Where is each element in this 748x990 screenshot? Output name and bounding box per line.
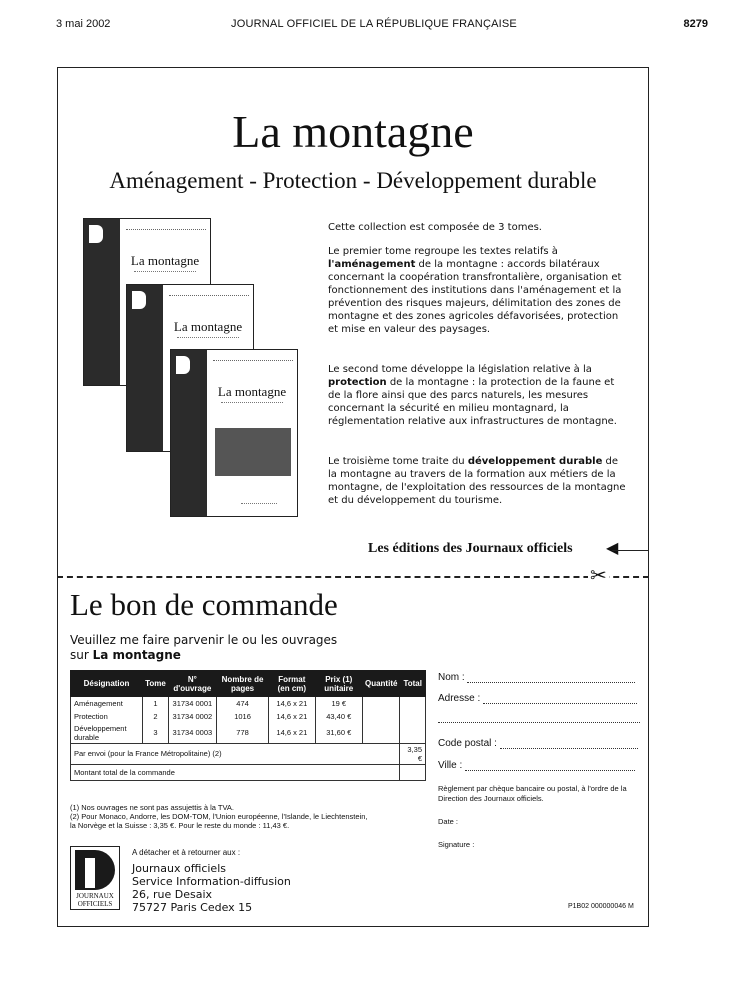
signature-field[interactable]: Signature : — [438, 840, 475, 849]
date-field[interactable]: Date : — [438, 817, 459, 826]
page-number: 8279 — [683, 18, 708, 30]
collection-intro: Cette collection est composée de 3 tomes. — [328, 222, 542, 233]
journal-title: JOURNAL OFFICIEL DE LA RÉPUBLIQUE FRANÇAISE — [231, 18, 517, 30]
quantity-cell[interactable] — [362, 697, 399, 710]
jo-logo-icon — [89, 225, 103, 243]
name-field[interactable]: Nom : — [438, 672, 635, 683]
payment-note: Règlement par chèque bancaire ou postal, à l'ordre de la Direction des Journaux officiels. — [438, 784, 627, 803]
header-date: 3 mai 2002 — [56, 18, 111, 30]
order-table — [70, 670, 426, 781]
book-cover-title: La montagne — [130, 253, 200, 268]
return-label: A détacher et à retourner aux : — [132, 848, 241, 857]
mountain-photo — [215, 428, 291, 476]
advert-title: La montagne — [232, 106, 474, 157]
reference-code: P1B02 000000046 M — [568, 903, 634, 910]
order-intro: Veuillez me faire parvenir le ou les ouvrages sur La montagne — [70, 633, 338, 662]
address-field[interactable]: Adresse : — [438, 693, 637, 704]
arrow-left-icon: ◀ — [606, 540, 619, 557]
advert-subtitle: Aménagement - Protection - Développement durable — [109, 168, 597, 193]
total-cell[interactable] — [400, 723, 426, 744]
publisher-name: Les éditions des Journaux officiels — [368, 541, 573, 556]
col-header: Prix (1) unitaire — [315, 671, 362, 697]
footnotes: (1) Nos ouvrages ne sont pas assujettis à la TVA. (2) Pour Monaco, Andorre, les DOM-TOM, l'Union européenne, l'Islande, le Liechtenstein, la Norvège et la Suisse : 3,35 €. Pour le reste du monde : 11,43 €. — [70, 803, 368, 830]
col-header: Total — [400, 671, 426, 697]
col-header: Nombre de pages — [216, 671, 268, 697]
col-header: Tome — [143, 671, 169, 697]
tome-3-description: Le troisième tome traite du développement durable de la montagne au travers de la formation aux métiers de la montagne, de l'exploitation des ressources de la montagne et du développement du tourisme. — [328, 456, 626, 506]
order-form-title: Le bon de commande — [70, 587, 338, 622]
table-row: Protection 2 31734 0002 1016 14,6 x 21 43,40 € — [71, 710, 426, 723]
quantity-cell[interactable] — [362, 723, 399, 744]
book-cover-title: La montagne — [173, 319, 243, 334]
jo-logo-icon — [176, 356, 190, 374]
col-header: Format (en cm) — [269, 671, 315, 697]
total-cell[interactable] — [400, 710, 426, 723]
postal-code-field[interactable]: Code postal : — [438, 738, 638, 749]
quantity-cell[interactable] — [362, 710, 399, 723]
total-cell[interactable] — [400, 697, 426, 710]
col-header: Quantité — [362, 671, 399, 697]
address-line-2[interactable] — [438, 722, 640, 723]
cut-line — [57, 576, 649, 578]
tome-2-description: Le second tome développe la législation relative à la protection de la montagne : la protection de la faune et de la flore ainsi que des parcs naturels, les mesures concernant la sécurité en milieu montagnard, la réglementation relative aux infrastructures de montagne. — [328, 364, 617, 427]
col-header: Désignation — [71, 671, 143, 697]
grand-total-cell[interactable] — [400, 764, 426, 780]
return-address: Journaux officiels Service Information-diffusion 26, rue Desaix 75727 Paris Cedex 15 — [132, 862, 291, 914]
table-row: Aménagement 1 31734 0001 474 14,6 x 21 19 € — [71, 697, 426, 710]
city-field[interactable]: Ville : — [438, 760, 635, 771]
tome-1-description: Le premier tome regroupe les textes relatifs à l'aménagement de la montagne : accords bilatéraux concernant la coopération transfrontalière, organisation et fonctionnement des institutions dans l'aménagement et la prévention des risques majeurs, délimitation des zones de montagne et des zones agricoles défavorisées, protection et mise en valeur des paysages. — [328, 246, 622, 335]
scissors-icon: ✂ — [590, 565, 607, 587]
journaux-officiels-logo: JOURNAUX OFFICIELS — [70, 846, 120, 910]
table-row: Développement durable 3 31734 0003 778 14,6 x 21 31,60 € — [71, 723, 426, 744]
total-row: Montant total de la commande — [71, 764, 426, 780]
col-header: N° d'ouvrage — [168, 671, 216, 697]
book-cover-title: La montagne — [217, 384, 287, 399]
book-cover-tome-3 — [170, 349, 298, 517]
jo-logo-icon — [132, 291, 146, 309]
shipping-row: Par envoi (pour la France Métropolitaine) (2) 3,35 € — [71, 743, 426, 764]
